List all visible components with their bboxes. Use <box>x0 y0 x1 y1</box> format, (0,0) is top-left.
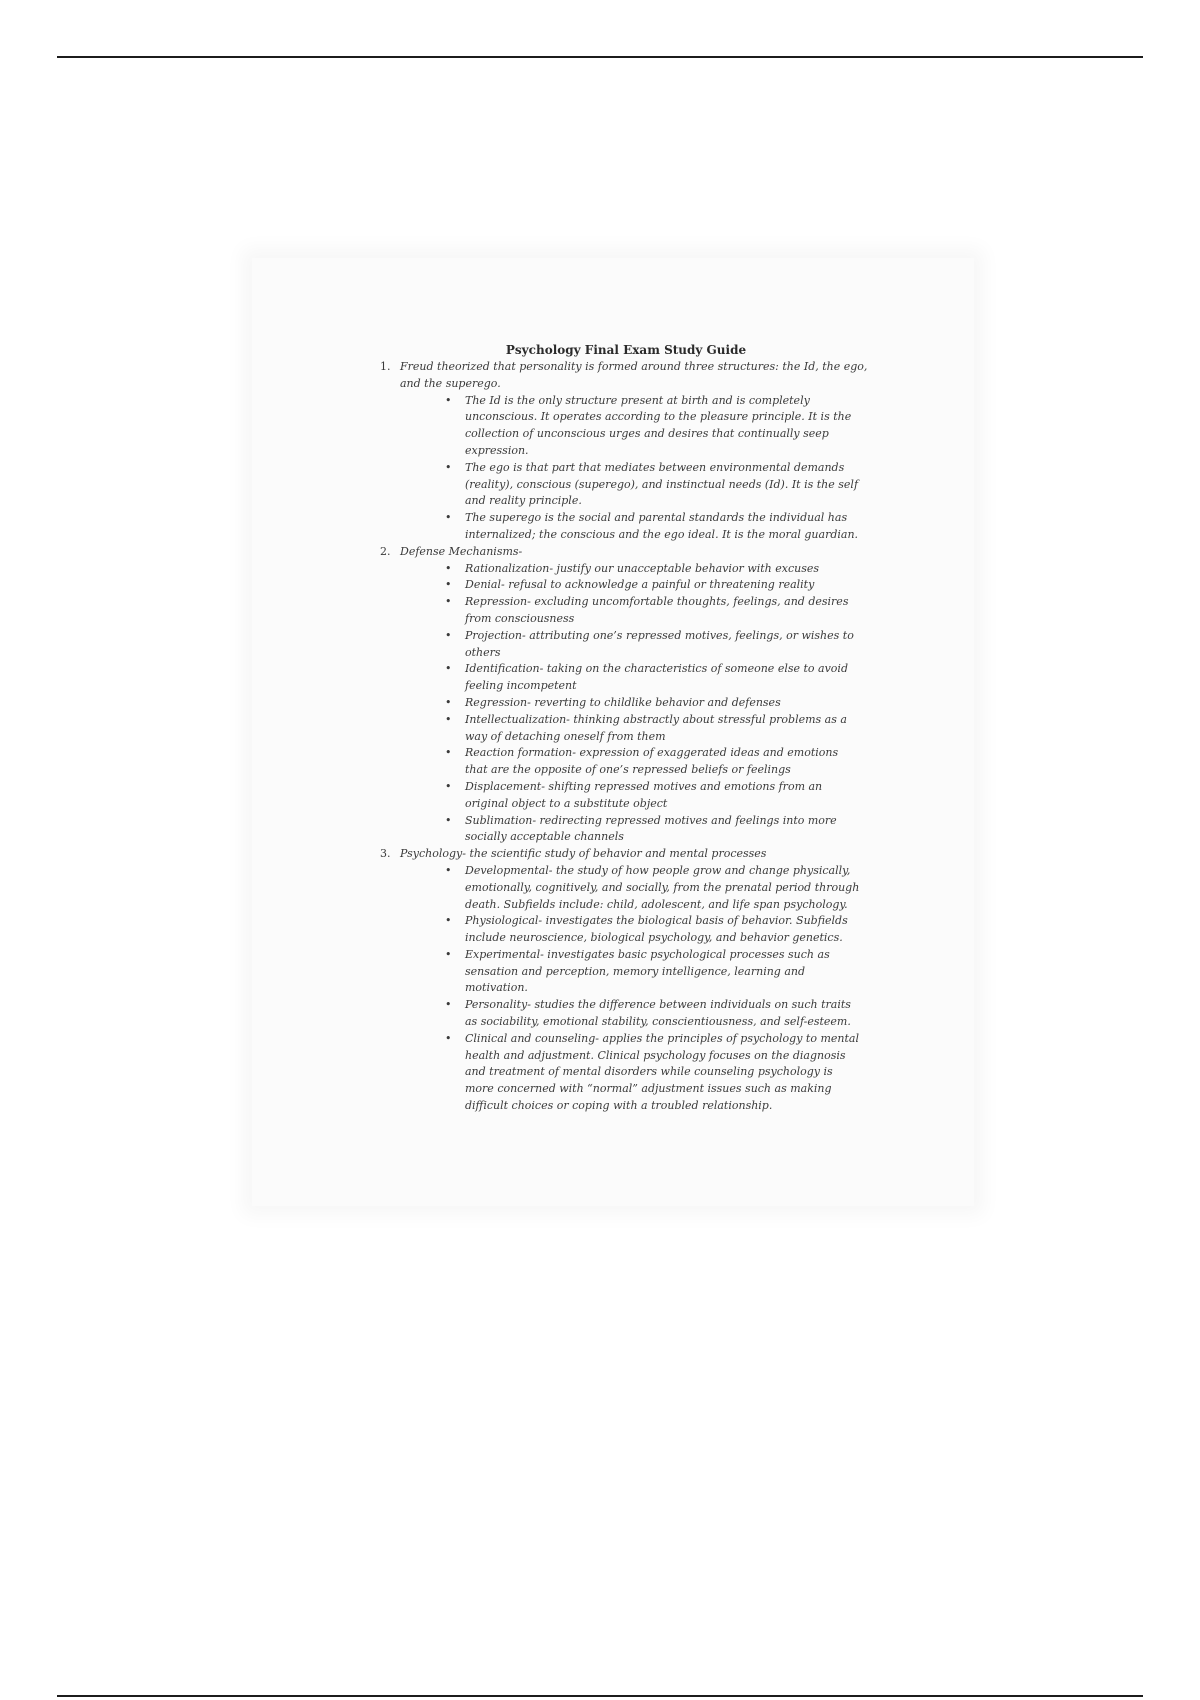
section-item <box>380 359 872 544</box>
bullet-icon: • <box>445 695 452 709</box>
list-item <box>400 561 872 578</box>
list-item-text: Sublimation- redirecting repressed motives and feelings into more socially acceptable channels <box>465 813 837 844</box>
section-list <box>380 359 872 1115</box>
section-number: 2. <box>380 544 391 558</box>
bullet-icon: • <box>445 393 452 407</box>
bullet-icon: • <box>445 746 452 760</box>
section-text: Freud theorized that personality is formed around three structures: the Id, the ego, and the superego. <box>400 360 868 390</box>
list-item-text: The ego is that part that mediates between environmental demands (reality), conscious (superego), and instinctual needs (Id). It is the self and reality principle. <box>465 460 859 508</box>
section-item <box>380 544 872 846</box>
top-divider <box>57 56 1143 58</box>
bullet-list <box>400 393 872 544</box>
section-item <box>380 846 872 1115</box>
bullet-icon: • <box>445 779 452 793</box>
list-item <box>400 863 872 913</box>
bullet-icon: • <box>445 595 452 609</box>
list-item-text: The superego is the social and parental standards the individual has internalized; the conscious and the ego ideal. It is the moral guardian. <box>465 511 859 541</box>
list-item <box>400 745 872 779</box>
bullet-icon: • <box>445 947 452 961</box>
bullet-icon: • <box>445 578 452 592</box>
study-guide-document <box>380 342 872 1115</box>
list-item <box>400 1031 872 1115</box>
list-item <box>400 628 872 662</box>
bullet-icon: • <box>445 813 452 827</box>
document-title: Psychology Final Exam Study Guide <box>505 343 747 357</box>
bottom-divider <box>57 1695 1143 1697</box>
bullet-icon: • <box>445 662 452 676</box>
list-item <box>400 594 872 628</box>
bullet-icon: • <box>445 1031 452 1045</box>
bullet-icon: • <box>445 998 452 1012</box>
list-item-text: Identification- taking on the characteristics of someone else to avoid feeling incompetent <box>465 662 848 693</box>
list-item-text: Projection- attributing one’s repressed motives, feelings, or wishes to others <box>465 628 854 659</box>
bullet-icon: • <box>445 511 452 525</box>
bullet-icon: • <box>445 863 452 877</box>
list-item-text: Repression- excluding uncomfortable thoughts, feelings, and desires from consciousness <box>465 595 849 625</box>
list-item <box>400 712 872 746</box>
list-item-text: Denial- refusal to acknowledge a painful or threatening reality <box>465 578 815 592</box>
list-item-text: The Id is the only structure present at birth and is completely unconscious. It operates according to the pleasure principle. It is the collection of unconscious urges and desires that continually seep expression. <box>465 393 852 457</box>
list-item <box>400 393 872 460</box>
bullet-icon: • <box>445 914 452 928</box>
bullet-icon: • <box>445 628 452 642</box>
list-item-text: Developmental- the study of how people grow and change physically, emotionally, cognitively, and socially, from the prenatal period through death. Subfields include: child, adolescent, and life span psychology. <box>465 863 860 911</box>
list-item-text: Reaction formation- expression of exaggerated ideas and emotions that are the opposite of one’s repressed beliefs or feelings <box>465 746 839 777</box>
list-item-text: Experimental- investigates basic psychological processes such as sensation and perception, memory intelligence, learning and motivation. <box>465 947 830 995</box>
list-item <box>400 997 872 1031</box>
bullet-icon: • <box>445 712 452 726</box>
list-item <box>400 947 872 997</box>
list-item-text: Regression- reverting to childlike behavior and defenses <box>465 695 781 709</box>
list-item <box>400 577 872 594</box>
list-item <box>400 779 872 813</box>
bullet-icon: • <box>445 561 452 575</box>
list-item-text: Physiological- investigates the biological basis of behavior. Subfields include neuroscience, biological psychology, and behavior genetics. <box>465 914 848 945</box>
list-item <box>400 695 872 712</box>
section-text: Psychology- the scientific study of behavior and mental processes <box>400 847 767 861</box>
section-text: Defense Mechanisms- <box>400 544 523 558</box>
section-number: 1. <box>380 360 391 373</box>
list-item <box>400 460 872 510</box>
bullet-icon: • <box>445 460 452 474</box>
list-item <box>400 813 872 847</box>
list-item-text: Rationalization- justify our unacceptable behavior with excuses <box>465 561 820 575</box>
list-item-text: Clinical and counseling- applies the principles of psychology to mental health and adjustment. Clinical psychology focuses on the diagnosis and treatment of mental disorders while counseling psychology is more concerned with “normal” adjustment issues such as making difficult choices or coping with a troubled relationship. <box>465 1031 859 1113</box>
list-item-text: Displacement- shifting repressed motives and emotions from an original object to a substitute object <box>465 779 823 810</box>
section-number: 3. <box>380 847 391 861</box>
list-item <box>400 510 872 544</box>
bullet-list <box>400 863 872 1115</box>
list-item <box>400 661 872 695</box>
bullet-list <box>400 561 872 847</box>
list-item-text: Intellectualization- thinking abstractly about stressful problems as a way of detaching oneself from them <box>465 712 847 743</box>
list-item-text: Personality- studies the difference between individuals on such traits as sociability, emotional stability, conscientiousness, and self-esteem. <box>465 998 851 1029</box>
list-item <box>400 913 872 947</box>
